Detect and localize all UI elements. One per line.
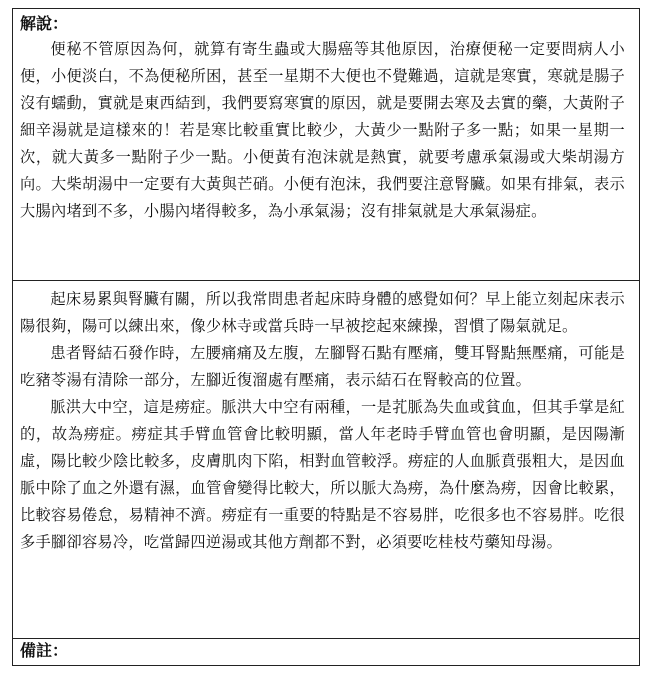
explanation-cell (13, 9, 639, 281)
remarks-cell (13, 639, 639, 665)
kidney-stone-paragraph: 患者腎結石發作時，左腰痛痛及左腹，左腳腎石點有壓痛，雙耳腎點無壓痛，可能是吃豬苓湯有清除一部分，左腳近復溜處有壓痛，表示結石在腎較高的位置。 (20, 344, 625, 389)
explanation-heading: 解說： (20, 14, 69, 33)
kidney-morning-paragraph: 起床易累與腎臟有關，所以我常問患者起床時身體的感覺如何？早上能立刻起床表示陽很夠，陽可以練出來，像少林寺或當兵時一早被挖起來練操，習慣了陽氣就足。 (20, 290, 625, 335)
explanation-paragraph: 便秘不管原因為何，就算有寄生蟲或大腸癌等其他原因，治療便秘一定要問病人小便，小便淡白，不為便秘所困，甚至一星期不大便也不覺難過，這就是寒實，寒就是腸子沒有蠕動，實就是東西結到，我們要寫寒實的原因，就是要開去寒及去實的藥，大黃附子細辛湯就是這樣來的！若是寒比較重實比較少，大黃少一點附子多一點；如果一星期一次，就大黃多一點附子少一點。小便黃有泡沫就是熱實，就要考慮承氣湯或大柴胡湯方向。大柴胡湯中一定要有大黃與芒硝。小便有泡沫，我們要注意腎臟。如果有排氣，表示大腸內堵到不多，小腸內堵得較多，為小承氣湯；沒有排氣就是大承氣湯症。 (20, 40, 625, 220)
clinical-notes-cell (13, 281, 639, 639)
note-table (12, 8, 640, 666)
pulse-consumption-paragraph: 脈洪大中空，這是痨症。脈洪大中空有兩種，一是芤脈為失血或貧血，但其手掌是紅的，故為痨症。痨症其手臂血管會比較明顯，當人年老時手臂血管也會明顯，是因陽漸虛，陽比較少陰比較多，皮膚肌肉下陷，相對血管較浮。痨症的人血脈賁張粗大，是因血脈中除了血之外還有濕，血管會變得比較大，所以脈大為痨，為什麼為痨，因會比較累，比較容易倦怠，易精神不濟。痨症有一重要的特點是不容易胖，吃很多也不容易胖。吃很多手腳卻容易冷，吃當歸四逆湯或其他方劑都不對，必須要吃桂枝芍藥知母湯。 (20, 398, 625, 551)
remarks-heading: 備註： (20, 641, 69, 660)
